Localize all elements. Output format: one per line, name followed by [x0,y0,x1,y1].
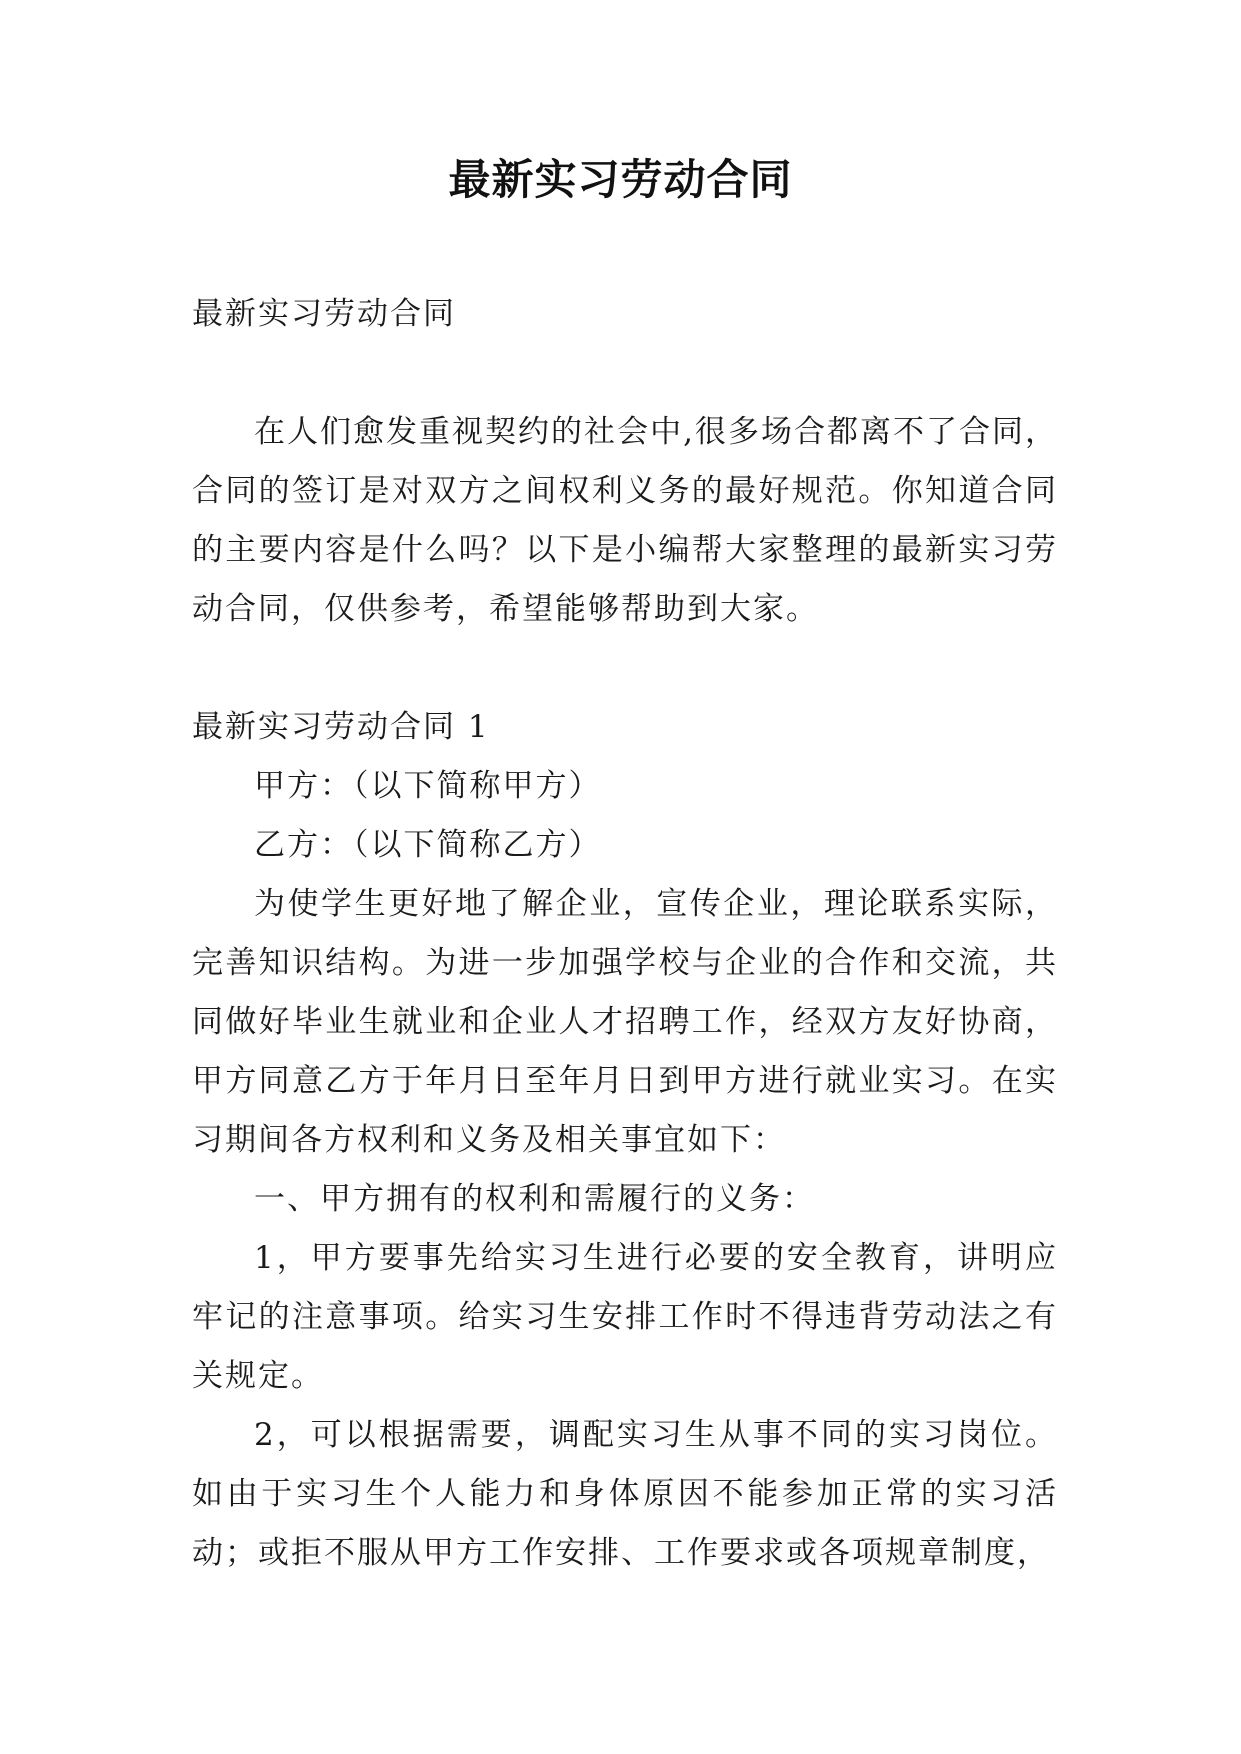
party-a-line: 甲方：（以下简称甲方） [254,768,602,804]
clause-2-paragraph: 2，可以根据需要，调配实习生从事不同的实习岗位。如由于实习生个人能力和身体原因不能参加正常的实习活动；或拒不服从甲方工作安排、工作要求或各项规章制度， [192,1417,1058,1571]
clause-heading: 一、甲方拥有的权利和需履行的义务： [254,1181,815,1217]
document-title: 最新实习劳动合同 [448,155,793,204]
document-subtitle: 最新实习劳动合同 [192,296,456,332]
purpose-paragraph: 为使学生更好地了解企业，宣传企业，理论联系实际，完善知识结构。为进一步加强学校与企业的合作和交流，共同做好毕业生就业和企业人才招聘工作，经双方友好协商，甲方同意乙方于年月日至年月日到甲方进行就业实习。在实习期间各方权利和义务及相关事宜如下： [192,886,1058,1158]
clause-1-paragraph: 1，甲方要事先给实习生进行必要的安全教育，讲明应牢记的注意事项。给实习生安排工作时不得违背劳动法之有关规定。 [192,1240,1058,1394]
party-b-line: 乙方：（以下简称乙方） [254,827,602,863]
document-body [192,285,1058,1583]
section-heading: 最新实习劳动合同 1 [192,709,490,745]
intro-paragraph: 在人们愈发重视契约的社会中,很多场合都离不了合同，合同的签订是对双方之间权利义务的最好规范。你知道合同的主要内容是什么吗？以下是小编帮大家整理的最新实习劳动合同，仅供参考，希望能够帮助到大家。 [192,414,1058,627]
